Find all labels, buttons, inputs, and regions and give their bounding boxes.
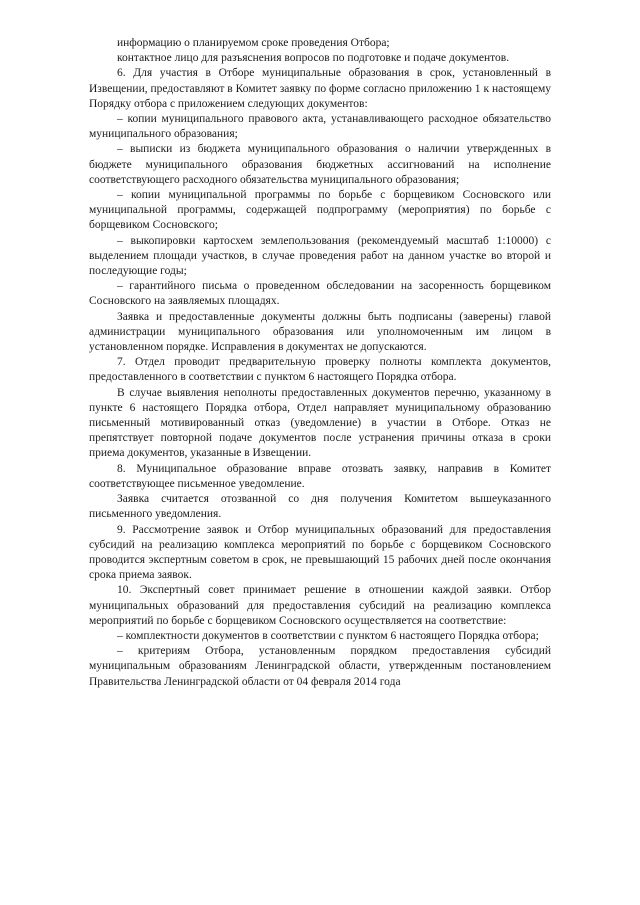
paragraph: контактное лицо для разъяснения вопросов по подготовке и подаче документов. [117,52,510,65]
paragraph: Заявка считается отозванной со дня получения Комитетом вышеуказанного письменного уведомления. [89,493,551,521]
list-item: – копии муниципальной программы по борьбе с борщевиком Сосновского или муниципальной программы, содержащей подпрограмму (мероприятия) по борьбе с борщевиком Сосновского; [89,189,551,232]
paragraph: В случае выявления неполноты предоставленных документов перечню, указанному в пункте 6 настоящего Порядка отбора, Отдел направляет муниципальному образованию письменный мотивированный отказ (уведомление) в участии в Отборе. Отказ не препятствует повторной подаче документов после устранения причины отказа в сроки приема документов, указанные в Извещении. [89,386,551,460]
paragraph: 10. Экспертный совет принимает решение в отношении каждой заявки. Отбор муниципальных образований для предоставления субсидий на реализацию комплекса мероприятий по борьбе с борщевиком Сосновского осуществляется на соответствие: [89,584,551,627]
paragraph: 9. Рассмотрение заявок и Отбор муниципальных образований для предоставления субсидий на реализацию комплекса мероприятий по борьбе с борщевиком Сосновского проводится экспертным советом в срок, не превышающий 15 рабочих дней после окончания срока приема заявок. [89,523,551,582]
paragraph: 6. Для участия в Отборе муниципальные образования в срок, установленный в Извещении, предоставляют в Комитет заявку по форме согласно приложению 1 к настоящему Порядку отбора с приложением следующих документов: [89,67,551,110]
list-item: – выписки из бюджета муниципального образования о наличии утвержденных в бюджете муниципального образования бюджетных ассигнований на исполнение соответствующего расходного обязательства муниципального образования; [89,143,551,186]
list-item: – выкопировки картосхем землепользования (рекомендуемый масштаб 1:10000) с выделением площади участков, в случае проведения работ на данном участке во второй и последующие годы; [89,234,551,278]
list-item: – гарантийного письма о проведенном обследовании на засоренность борщевиком Сосновского на заявляемых площадях. [89,280,551,308]
paragraph: информацию о планируемом сроке проведения Отбора; [117,37,390,49]
document-page [89,36,551,690]
list-item: – комплектности документов в соответствии с пунктом 6 настоящего Порядка отбора; [117,629,539,642]
list-item: – копии муниципального правового акта, устанавливающего расходное обязательство муниципального образования; [89,113,551,141]
paragraph: 7. Отдел проводит предварительную проверку полноты комплекта документов, предоставленного в соответствии с пунктом 6 настоящего Порядка отбора. [89,356,551,384]
paragraph: Заявка и предоставленные документы должны быть подписаны (заверены) главой администрации муниципального образования или уполномоченным им лицом в установленном порядке. Исправления в документах не допускаются. [89,310,551,354]
paragraph: 8. Муниципальное образование вправе отозвать заявку, направив в Комитет соответствующее письменное уведомление. [89,462,551,490]
list-item: – критериям Отбора, установленным порядком предоставления субсидий муниципальным образованиям Ленинградской области, утвержденным постановлением Правительства Ленинградской области от 04 февраля 2014 года [89,645,551,688]
